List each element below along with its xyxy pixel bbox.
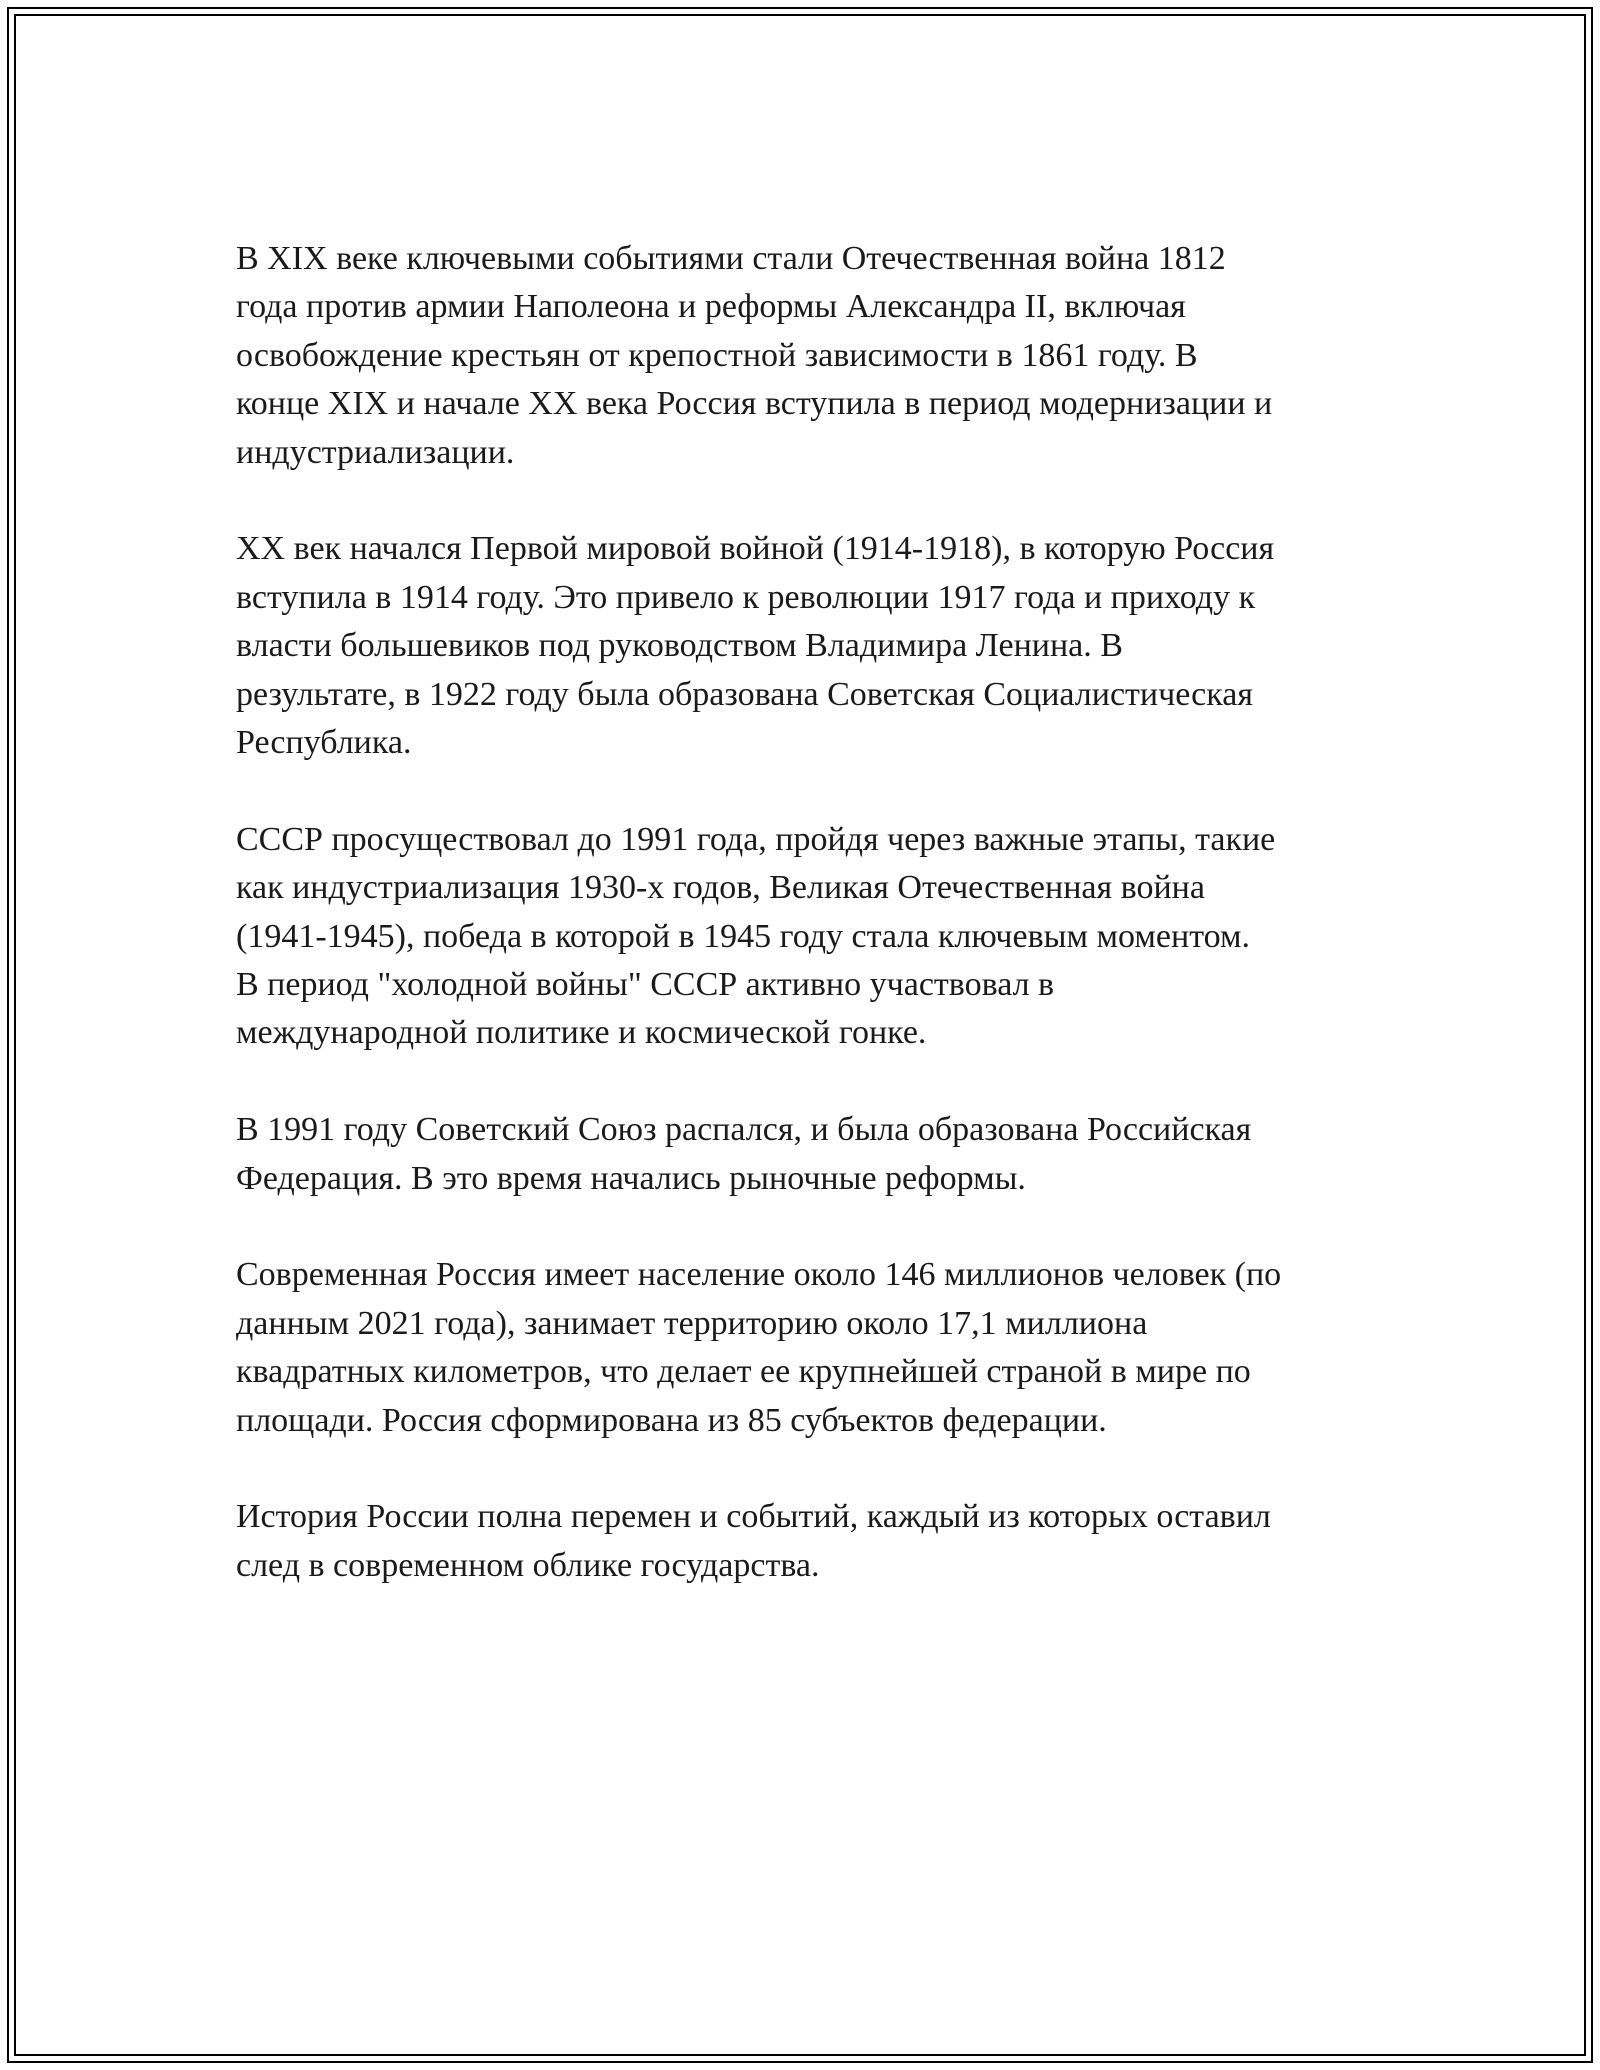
paragraph-conclusion: История России полна перемен и событий, каждый из которых оставил след в современном облике государства. bbox=[236, 1498, 1271, 1584]
paragraph-1991: В 1991 году Советский Союз распался, и была образована Российская Федерация. В это время начались рыночные реформы. bbox=[236, 1111, 1252, 1197]
document-body bbox=[236, 235, 1366, 1639]
paragraph-xix-century: В XIX веке ключевыми событиями стали Отечественная война 1812 года против армии Наполеона и реформы Александра II, включая освобождение крестьян от крепостной зависимости в 1861 году. В конце XIX и начале XX века Россия вступила в период модернизации и индустриализации. bbox=[236, 240, 1273, 471]
paragraph-modern-russia: Современная Россия имеет население около 146 миллионов человек (по данным 2021 года), занимает территорию около 17,1 миллиона квадратных километров, что делает ее крупнейшей страной в мире по площади. Россия сформирована из 85 субъектов федерации. bbox=[236, 1256, 1282, 1439]
paragraph-xx-century: XX век начался Первой мировой войной (1914-1918), в которую Россия вступила в 1914 году. Это привело к революции 1917 года и приходу к власти большевиков под руководством Владимира Ленина. В результате, в 1922 году была образована Советская Социалистическая Республика. bbox=[236, 530, 1275, 762]
paragraph-ussr: СССР просуществовал до 1991 года, пройдя через важные этапы, такие как индустриализация 1930-х годов, Великая Отечественная война (1941-1945), победа в которой в 1945 году стала ключевым моментом. В период "холодной войны" СССР активно участвовал в международной политике и космической гонке. bbox=[236, 820, 1276, 1052]
